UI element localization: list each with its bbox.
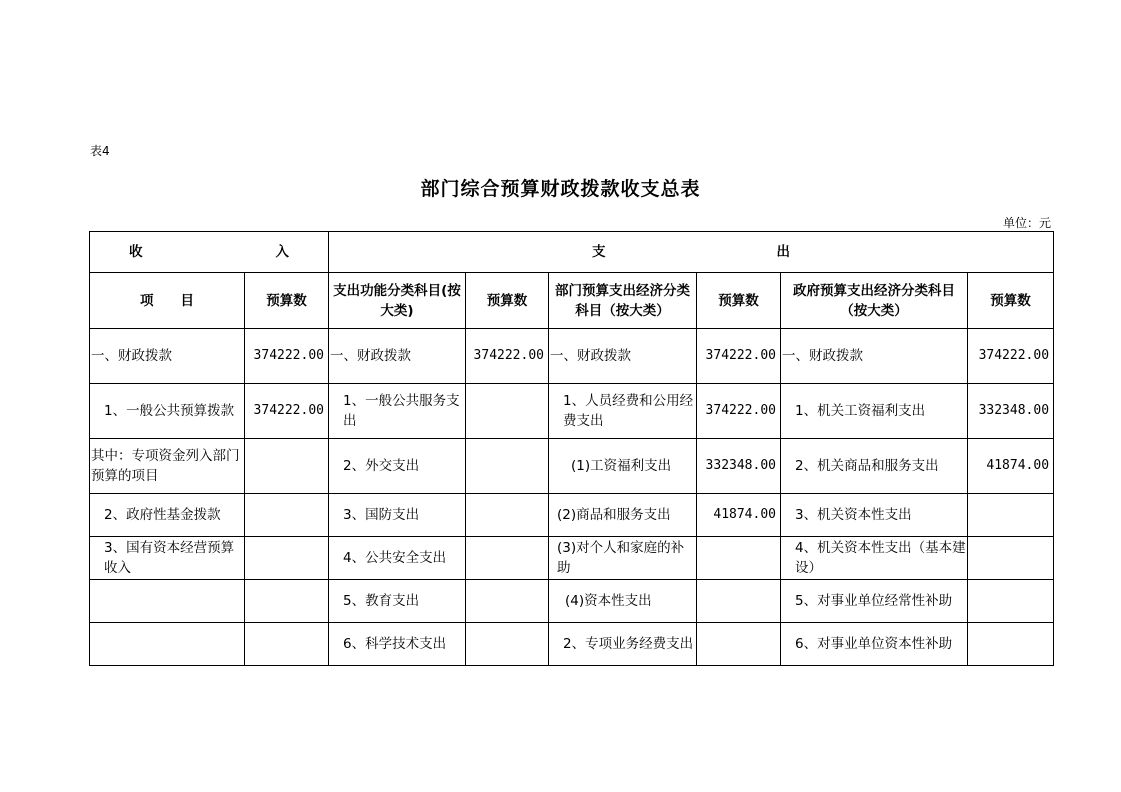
dept-item: 2、专项业务经费支出: [549, 623, 697, 666]
budget-table: [89, 231, 1054, 666]
dept-amount: 41874.00: [697, 494, 781, 537]
func-item: 一、财政拨款: [329, 329, 466, 384]
func-amount: [466, 623, 549, 666]
header-dept-econ: 部门预算支出经济分类科目（按大类）: [549, 273, 697, 329]
dept-amount: [697, 580, 781, 623]
func-item: 1、一般公共服务支出: [329, 384, 466, 439]
func-item: 5、教育支出: [329, 580, 466, 623]
func-amount: 374222.00: [466, 329, 549, 384]
func-item: 6、科学技术支出: [329, 623, 466, 666]
header-income-item: 项 目: [90, 273, 245, 329]
income-amount: 374222.00: [245, 329, 329, 384]
table-row: [90, 537, 1054, 580]
func-amount: [466, 580, 549, 623]
func-amount: [466, 384, 549, 439]
gov-item: 一、财政拨款: [781, 329, 968, 384]
income-section-header: [90, 232, 329, 273]
income-item: 一、财政拨款: [90, 329, 245, 384]
income-item: 3、国有资本经营预算收入: [90, 537, 245, 580]
income-amount: [245, 494, 329, 537]
dept-item: 一、财政拨款: [549, 329, 697, 384]
func-item: 4、公共安全支出: [329, 537, 466, 580]
header-gov-econ: 政府预算支出经济分类科目（按大类）: [781, 273, 968, 329]
expense-header-char-2: 出: [776, 244, 791, 260]
func-item: 2、外交支出: [329, 439, 466, 494]
table-row: [90, 439, 1054, 494]
table-row: [90, 329, 1054, 384]
gov-amount: 332348.00: [968, 384, 1054, 439]
table-row: [90, 384, 1054, 439]
dept-amount: 374222.00: [697, 384, 781, 439]
dept-item: (2)商品和服务支出: [549, 494, 697, 537]
func-item: 3、国防支出: [329, 494, 466, 537]
gov-item: 1、机关工资福利支出: [781, 384, 968, 439]
dept-amount: [697, 537, 781, 580]
income-amount: [245, 623, 329, 666]
gov-amount: [968, 494, 1054, 537]
income-header-char-2: 入: [275, 244, 289, 260]
income-item: [90, 623, 245, 666]
income-item: 1、一般公共预算拨款: [90, 384, 245, 439]
table-row: [90, 580, 1054, 623]
table-row: [90, 494, 1054, 537]
column-header-row: [90, 273, 1054, 329]
gov-item: 3、机关资本性支出: [781, 494, 968, 537]
table-number-label: 表4: [90, 144, 110, 158]
header-income-budget: 预算数: [245, 273, 329, 329]
func-amount: [466, 537, 549, 580]
header-func-budget: 预算数: [466, 273, 549, 329]
header-dept-budget: 预算数: [697, 273, 781, 329]
dept-amount: [697, 623, 781, 666]
dept-amount: 374222.00: [697, 329, 781, 384]
income-amount: [245, 537, 329, 580]
table-row: [90, 623, 1054, 666]
unit-label: 单位：元: [1002, 216, 1051, 230]
gov-item: 4、机关资本性支出（基本建设）: [781, 537, 968, 580]
income-header-char-1: 收: [129, 244, 143, 260]
header-func-class: 支出功能分类科目(按大类): [329, 273, 466, 329]
gov-amount: [968, 537, 1054, 580]
income-item: [90, 580, 245, 623]
gov-item: 5、对事业单位经常性补助: [781, 580, 968, 623]
expense-section-header: [329, 232, 1054, 273]
header-gov-budget: 预算数: [968, 273, 1054, 329]
dept-amount: 332348.00: [697, 439, 781, 494]
func-amount: [466, 439, 549, 494]
gov-item: 6、对事业单位资本性补助: [781, 623, 968, 666]
func-amount: [466, 494, 549, 537]
income-amount: 374222.00: [245, 384, 329, 439]
dept-item: (4)资本性支出: [549, 580, 697, 623]
dept-item: (3)对个人和家庭的补助: [549, 537, 697, 580]
gov-amount: [968, 623, 1054, 666]
section-header-row: [90, 232, 1054, 273]
dept-item: (1)工资福利支出: [549, 439, 697, 494]
dept-item: 1、人员经费和公用经费支出: [549, 384, 697, 439]
page-title: 部门综合预算财政拨款收支总表: [420, 178, 701, 200]
gov-amount: 374222.00: [968, 329, 1054, 384]
gov-amount: 41874.00: [968, 439, 1054, 494]
income-amount: [245, 580, 329, 623]
expense-header-char-1: 支: [592, 244, 606, 260]
income-item: 其中：专项资金列入部门预算的项目: [90, 439, 245, 494]
income-item: 2、政府性基金拨款: [90, 494, 245, 537]
gov-amount: [968, 580, 1054, 623]
income-amount: [245, 439, 329, 494]
gov-item: 2、机关商品和服务支出: [781, 439, 968, 494]
